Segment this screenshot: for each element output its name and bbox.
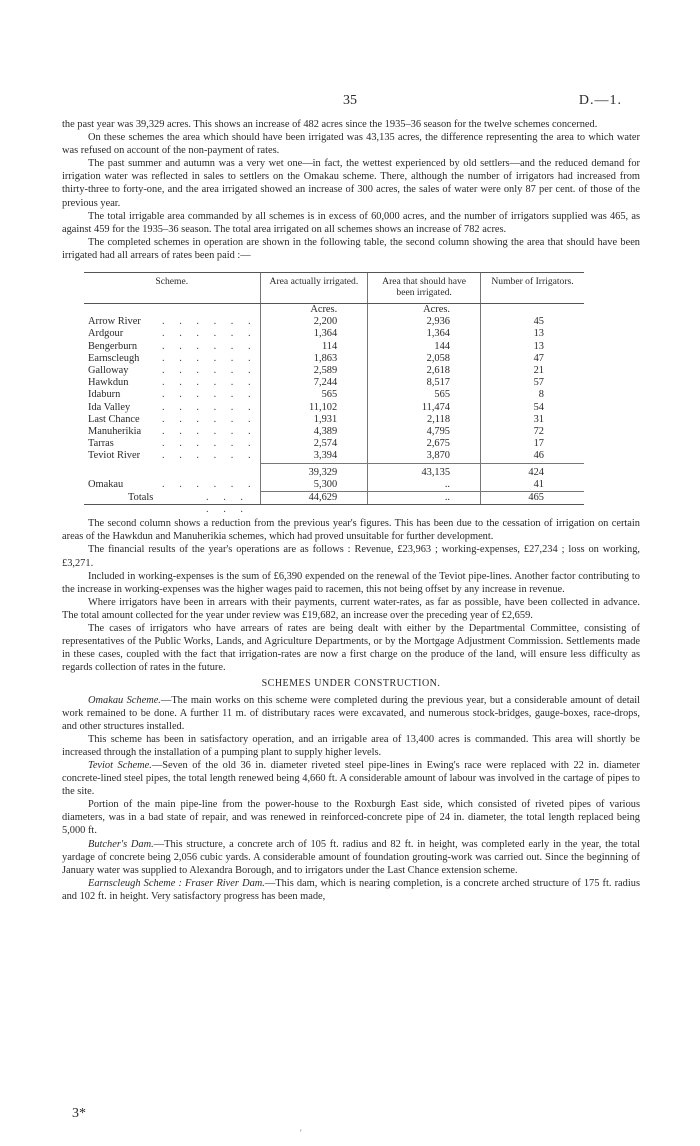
area-irrigated-cell: 1,863 — [260, 353, 368, 365]
table-row-omakau — [84, 479, 584, 492]
page-mark: ' — [300, 1128, 302, 1138]
irrigators-cell: 21 — [481, 365, 584, 377]
area-irrigated-cell: 2,574 — [260, 438, 368, 450]
total-area-should: .. — [368, 492, 481, 505]
scheme-name — [84, 365, 260, 377]
area-irrigated-cell: 11,102 — [260, 402, 368, 414]
area-irrigated-cell: 1,931 — [260, 414, 368, 426]
paragraph: Portion of the main pipe-line from the power-house to the Roxburgh East side, which consisted of riveted pipes of various diameters, was in a bad state of repair, and was renewed in reinforced-concrete pipe of 24 in. diameter, the total length replaced being 5,000 ft. — [62, 799, 640, 837]
scheme-name — [84, 414, 260, 426]
irrigators-cell: 57 — [481, 377, 584, 389]
table-row — [84, 341, 584, 353]
irrigators-cell: 31 — [481, 414, 584, 426]
omakau-text: —The main works on this scheme were completed during the previous year, but a considerable amount of detail work remained to be done. A further 11 m. of distributary races were excavated, and numerous stock-bridges, gauge-boxes, race-drops, and other structures installed. — [62, 694, 640, 732]
area-should-cell: 2,118 — [368, 414, 481, 426]
irrigators-cell: 45 — [481, 316, 584, 328]
teviot-text: —Seven of the old 36 in. diameter riveted steel pipe-lines in Ewing's race were replaced with 22 in. diameter concrete-lined steel pipes, the total length renewed being 4,660 ft. A considerable amount of labour was involved in the cartage of pipes to the site. — [62, 759, 640, 798]
scheme-label: Last Chance — [88, 413, 140, 425]
scheme-name — [84, 341, 260, 353]
paragraph-teviot — [62, 759, 640, 798]
dot-leader: . . . . . . — [162, 365, 257, 377]
area-should-cell: 144 — [368, 341, 481, 353]
table-row — [84, 389, 584, 401]
totals-row — [84, 492, 584, 505]
scheme-name — [84, 377, 260, 389]
dot-leader: . . . . . . — [162, 413, 257, 425]
area-irrigated-cell: 7,244 — [260, 377, 368, 389]
paragraph: Where irrigators have been in arrears with their payments, current water-rates, as far as possible, have been collected in advance. The total amount collected for the year under review was £19,682, an increase over the preceding year of £2,659. — [62, 596, 640, 621]
table-row — [84, 353, 584, 365]
area-irrigated-cell: 114 — [260, 341, 368, 353]
scheme-name — [84, 353, 260, 365]
irrigators-cell: 17 — [481, 438, 584, 450]
area-should-cell: 3,870 — [368, 450, 481, 463]
dot-leader: . . . . . . — [162, 340, 257, 352]
section-heading: SCHEMES UNDER CONSTRUCTION. — [261, 678, 441, 690]
scheme-label: Arrow River — [88, 316, 141, 328]
subtotal-irrigators: 424 — [481, 463, 584, 479]
scheme-name — [84, 389, 260, 401]
scheme-label: Hawkdun — [88, 377, 129, 389]
scheme-label: Ardgour — [88, 328, 124, 340]
dot-leader: . . . . . . — [162, 389, 257, 401]
scheme-label: Bengerburn — [88, 340, 138, 352]
paragraph: The past summer and autumn was a very wet one—in fact, the wettest experienced by old settlers—and the reduced demand for irrigation water was reflected in sales to settlers on the Omakau scheme. There, although the number of irrigators had increased from thirty-three to forty-one, and the area irrigated showed an increase of 300 acres, the sales of water were only 87 per cent. of those of the previous year. — [62, 158, 640, 209]
units-label: Acres. — [368, 304, 481, 317]
dot-leader: . . . . . . — [162, 328, 257, 340]
scheme-label: Teviot River — [88, 450, 141, 462]
earnscleugh-text: —This dam, which is nearing completion, is a concrete arched structure of 175 ft. radius and 102 ft. in height. Very satisfactory progress has been made, — [62, 877, 640, 902]
area-should-cell: .. — [368, 479, 481, 492]
table-row — [84, 438, 584, 450]
table-row — [84, 328, 584, 340]
dot-leader: . . . . . . — [206, 491, 249, 515]
area-irrigated-cell: 2,200 — [260, 316, 368, 328]
body-text — [62, 118, 640, 903]
area-should-cell: 2,058 — [368, 353, 481, 365]
scheme-name — [84, 479, 260, 492]
paragraph: The completed schemes in operation are shown in the following table, the second column showing the area that should have been irrigated had all arrears of rates been paid :— — [62, 236, 640, 261]
paragraph: The total irrigable area commanded by all schemes is in excess of 60,000 acres, and the number of irrigators supplied was 465, as against 459 for the 1935–36 season. The total area irrigated on all schemes shows an increase of 782 acres. — [62, 210, 640, 235]
earnscleugh-title: Earnscleugh Scheme : Fraser River Dam. — [88, 877, 265, 889]
paragraph: The second column shows a reduction from the previous year's figures. This has been due to the cessation of irrigation on certain areas of the Hawkdun and Manuherikia schemes, which had proved unsuitable for further development. — [62, 518, 640, 543]
schemes-table — [84, 272, 584, 515]
subtotal-row — [84, 463, 584, 479]
dot-leader: . . . . . . — [162, 377, 257, 389]
scheme-name — [84, 438, 260, 450]
paragraph: Included in working-expenses is the sum of £6,390 expended on the renewal of the Teviot pipe-lines. Another factor contributing to the increase in working-expenses was the higher wages paid to racemen, this not being offset by any increase in revenue. — [62, 570, 640, 595]
area-should-cell: 2,618 — [368, 365, 481, 377]
area-should-cell: 565 — [368, 389, 481, 401]
dot-leader: . . . . . . — [162, 352, 257, 364]
scheme-label: Ida Valley — [88, 401, 131, 413]
table-row — [84, 377, 584, 389]
table-row — [84, 402, 584, 414]
total-area-irrigated: 44,629 — [260, 492, 368, 505]
scheme-name — [84, 328, 260, 340]
units-label: Acres. — [260, 304, 368, 317]
dot-leader: . . . . . . — [162, 316, 257, 328]
dot-leader: . . . . . . — [162, 450, 257, 462]
butcher-text: —This structure, a concrete arch of 105 ft. radius and 82 ft. in height, was completed early in the year, the total yardage of concrete being 2,056 cubic yards. A considerable amount of foundation grouting-work was carried out. Since the beginning of January water was supplied to Alexandra Borough, and to irrigators under the Last Chance extension scheme. — [62, 838, 641, 876]
area-irrigated-cell: 5,300 — [260, 479, 368, 492]
irrigators-cell: 13 — [481, 328, 584, 340]
teviot-title: Teviot Scheme. — [88, 759, 152, 771]
table-row — [84, 316, 584, 328]
page-number: 35 — [343, 93, 357, 108]
scheme-name — [84, 491, 260, 515]
irrigators-cell: 13 — [481, 341, 584, 353]
irrigators-cell: 54 — [481, 402, 584, 414]
col-header-area-irrigated: Area actually irrigated. — [260, 273, 368, 304]
area-irrigated-cell: 2,589 — [260, 365, 368, 377]
dot-leader: . . . . . . — [162, 478, 257, 490]
dot-leader: . . . . . . — [162, 426, 257, 438]
scheme-label: Totals — [128, 491, 154, 503]
signature-mark: 3* — [72, 1106, 86, 1121]
scheme-name — [84, 402, 260, 414]
irrigators-cell: 8 — [481, 389, 584, 401]
table-header-row — [84, 273, 584, 304]
area-should-cell: 11,474 — [368, 402, 481, 414]
irrigators-cell: 41 — [481, 479, 584, 492]
document-reference: D.—1. — [578, 93, 622, 108]
area-should-cell: 1,364 — [368, 328, 481, 340]
col-header-area-should: Area that should have been irrigated. — [368, 273, 481, 304]
area-should-cell: 2,675 — [368, 438, 481, 450]
paragraph-earnscleugh — [62, 877, 640, 903]
scheme-name — [84, 316, 260, 328]
irrigators-cell: 47 — [481, 353, 584, 365]
units-row — [84, 304, 584, 317]
paragraph: the past year was 39,329 acres. This shows an increase of 482 acres since the 1935–36 season for the twelve schemes concerned. — [62, 119, 598, 130]
area-should-cell: 4,795 — [368, 426, 481, 438]
table-row — [84, 365, 584, 377]
area-irrigated-cell: 565 — [260, 389, 368, 401]
irrigators-cell: 72 — [481, 426, 584, 438]
irrigators-cell: 46 — [481, 450, 584, 463]
scheme-name — [84, 450, 260, 463]
subtotal-area-irrigated: 39,329 — [260, 463, 368, 479]
paragraph: The financial results of the year's operations are as follows : Revenue, £23,963 ; working-expenses, £27,234 ; loss on working, £3,271. — [62, 544, 640, 569]
area-should-cell: 8,517 — [368, 377, 481, 389]
paragraph-omakau — [62, 694, 640, 733]
scheme-label: Galloway — [88, 365, 129, 377]
scheme-label: Omakau — [88, 478, 124, 490]
omakau-title: Omakau Scheme. — [88, 694, 161, 706]
col-header-scheme: Scheme. — [84, 273, 260, 304]
scheme-name — [84, 426, 260, 438]
scheme-label: Tarras — [88, 438, 114, 450]
subtotal-area-should: 43,135 — [368, 463, 481, 479]
scheme-label: Idaburn — [88, 389, 121, 401]
col-header-irrigators: Number of Irrigators. — [481, 273, 584, 304]
area-irrigated-cell: 4,389 — [260, 426, 368, 438]
table-row — [84, 450, 584, 463]
scheme-label: Earnscleugh — [88, 352, 140, 364]
paragraph: This scheme has been in satisfactory operation, and an irrigable area of 13,400 acres is commanded. This area will shortly be increased through the installation of a pumping plant to supply higher levels. — [62, 733, 640, 758]
table-body — [84, 304, 584, 515]
area-irrigated-cell: 3,394 — [260, 450, 368, 463]
area-should-cell: 2,936 — [368, 316, 481, 328]
table-row — [84, 414, 584, 426]
table-row — [84, 426, 584, 438]
area-irrigated-cell: 1,364 — [260, 328, 368, 340]
dot-leader: . . . . . . — [162, 438, 257, 450]
paragraph: On these schemes the area which should have been irrigated was 43,135 acres, the difference representing the area to which water was refused on account of the non-payment of rates. — [62, 132, 640, 157]
total-irrigators: 465 — [481, 492, 584, 505]
paragraph: The cases of irrigators who have arrears of rates are being dealt with either by the Departmental Committee, consisting of representatives of the Public Works, Lands, and Agriculture Departments, or by the Mortgage Adjustment Commission. Settlements made in these cases, coupled with the fact that irrigation-rates are now a first charge on the produce of the land, will ensure less difficulty as regards collection of rates in the future. — [62, 623, 640, 674]
dot-leader: . . . . . . — [162, 401, 257, 413]
paragraph-butcher — [62, 838, 640, 877]
butcher-title: Butcher's Dam. — [88, 838, 154, 850]
scheme-label: Manuherikia — [88, 426, 142, 438]
